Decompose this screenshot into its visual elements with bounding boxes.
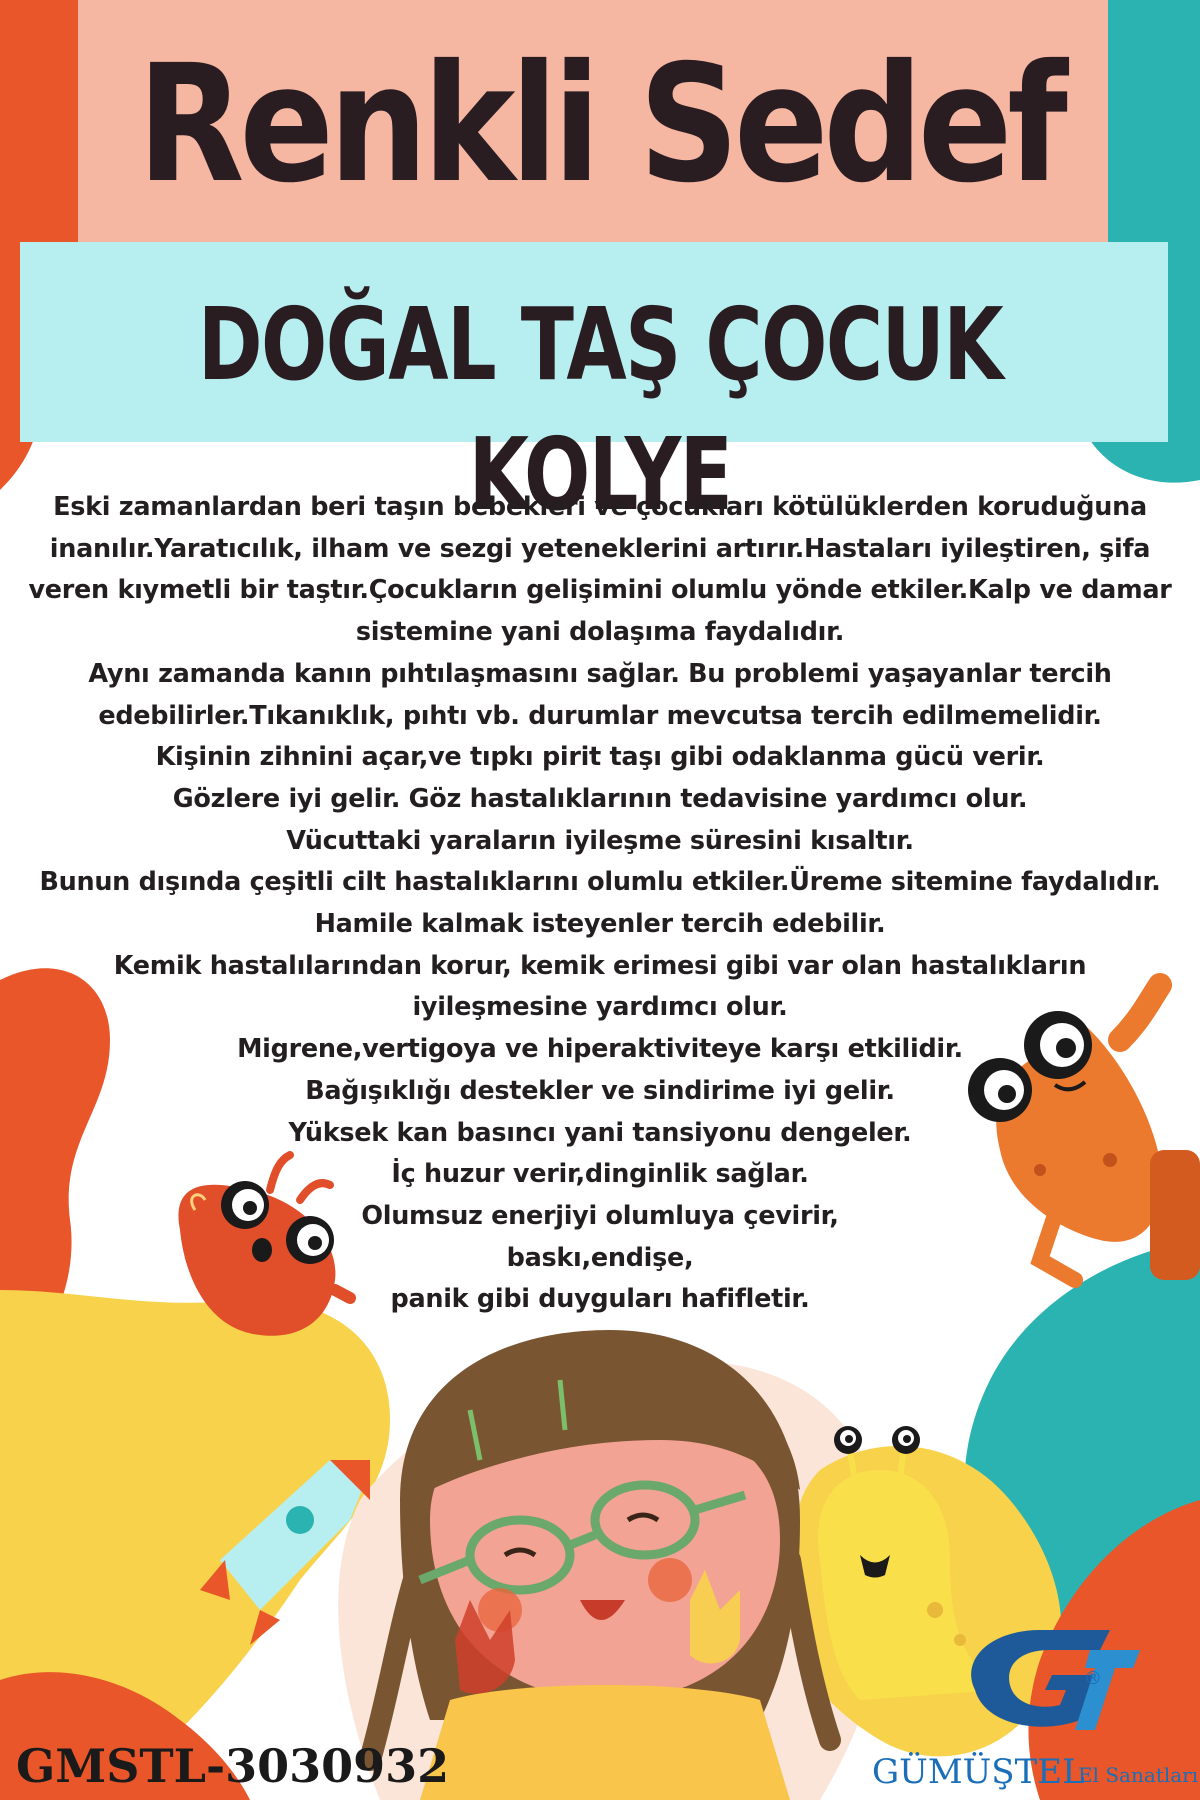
- description-line: Yüksek kan basıncı yani tansiyonu dengeler.: [288, 1117, 912, 1148]
- brand-suffix: El Sanatları: [1078, 1763, 1199, 1787]
- description-line: sistemine yani dolaşıma faydalıdır.: [355, 617, 845, 648]
- description-line: İç huzur verir,dinginlik sağlar.: [391, 1159, 809, 1190]
- description-line: inanılır.Yaratıcılık, ilham ve sezgi yeteneklerini artırır.Hastaları iyileştiren, şifa: [49, 533, 1151, 564]
- description-line: Migrene,vertigoya ve hiperaktiviteye karşı etkilidir.: [237, 1034, 963, 1065]
- description-line: Bağışıklığı destekler ve sindirime iyi gelir.: [305, 1075, 895, 1106]
- description-line: Olumsuz enerjiyi olumluya çevirir,: [361, 1200, 839, 1231]
- description-line: veren kıymetli bir taştır.Çocukların gelişimini olumlu yönde etkiler.Kalp ve damar: [28, 575, 1172, 606]
- description-line: Bunun dışında çeşitli cilt hastalıklarını olumlu etkiler.Üreme sitemine faydalıdır.: [39, 867, 1161, 898]
- description-line: baskı,endişe,: [506, 1242, 694, 1273]
- description-line: iyileşmesine yardımcı olur.: [412, 992, 788, 1023]
- description-line: panik gibi duyguları hafifletir.: [390, 1284, 810, 1315]
- description-line: Kişinin zihnini açar,ve tıpkı pirit taşı gibi odaklanma gücü verir.: [155, 742, 1045, 773]
- description-line: Eski zamanlardan beri taşın bebekleri ve çocukları kötülüklerden koruduğuna: [53, 492, 1147, 522]
- registered-mark: ®: [1084, 1668, 1102, 1689]
- description-line: Vücuttaki yaraların iyileşme süresini kısaltır.: [286, 825, 914, 856]
- description-line: Kemik hastalılarından korur, kemik erimesi gibi var olan hastalıkların: [113, 950, 1087, 981]
- product-code: GMSTL-3030932: [16, 1739, 450, 1793]
- poster-title: Renkli Sedef: [137, 31, 1063, 219]
- description-text: [0, 487, 1200, 1321]
- description-line: Gözlere iyi gelir. Göz hastalıklarının tedavisine yardımcı olur.: [172, 783, 1028, 814]
- description-line: edebilirler.Tıkanıklık, pıhtı vb. durumlar mevcutsa tercih edilmemelidir.: [98, 700, 1102, 731]
- poster-subtitle: DOĞAL TAŞ ÇOCUK KOLYE: [197, 286, 1003, 533]
- description-line: Aynı zamanda kanın pıhtılaşmasını sağlar. Bu problemi yaşayanlar tercih: [88, 658, 1112, 689]
- description-line: Hamile kalmak isteyenler tercih edebilir.: [314, 909, 886, 940]
- brand-name: GÜMÜŞTEL: [872, 1752, 1085, 1792]
